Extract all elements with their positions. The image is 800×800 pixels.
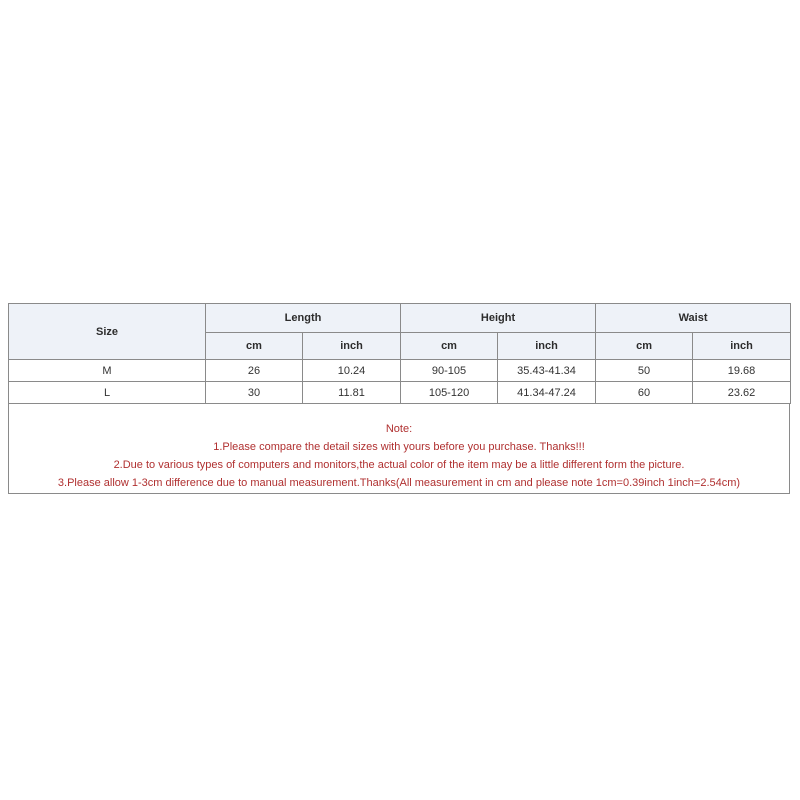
unit-header: cm	[596, 333, 693, 360]
length-header: Length	[206, 304, 401, 333]
size-cell: M	[9, 360, 206, 382]
size-chart	[8, 303, 790, 494]
unit-header: inch	[693, 333, 791, 360]
unit-header: cm	[206, 333, 303, 360]
table-row	[9, 382, 791, 404]
note-line: 3.Please allow 1-3cm difference due to manual measurement.Thanks(All measurement in cm and please note 1cm=0.39inch 1inch=2.54cm)	[57, 477, 741, 489]
waist-inch-cell: 19.68	[693, 360, 791, 382]
waist-inch-cell: 23.62	[693, 382, 791, 404]
length-inch-cell: 11.81	[303, 382, 401, 404]
waist-cm-cell: 60	[596, 382, 693, 404]
size-cell: L	[9, 382, 206, 404]
waist-header: Waist	[596, 304, 791, 333]
length-inch-cell: 10.24	[303, 360, 401, 382]
header-row-groups	[9, 304, 791, 333]
waist-cm-cell: 50	[596, 360, 693, 382]
unit-header: inch	[303, 333, 401, 360]
table-row	[9, 360, 791, 382]
length-cm-cell: 26	[206, 360, 303, 382]
notes-title: Note:	[385, 423, 413, 435]
size-table	[8, 303, 791, 404]
notes-box	[8, 404, 790, 494]
height-inch-cell: 41.34-47.24	[498, 382, 596, 404]
height-cm-cell: 90-105	[401, 360, 498, 382]
unit-header: inch	[498, 333, 596, 360]
length-cm-cell: 30	[206, 382, 303, 404]
note-line: 1.Please compare the detail sizes with yours before you purchase. Thanks!!!	[213, 441, 585, 453]
unit-header: cm	[401, 333, 498, 360]
height-inch-cell: 35.43-41.34	[498, 360, 596, 382]
height-header: Height	[401, 304, 596, 333]
height-cm-cell: 105-120	[401, 382, 498, 404]
size-header: Size	[9, 304, 206, 360]
note-line: 2.Due to various types of computers and monitors,the actual color of the item may be a little different form the picture.	[113, 459, 685, 471]
